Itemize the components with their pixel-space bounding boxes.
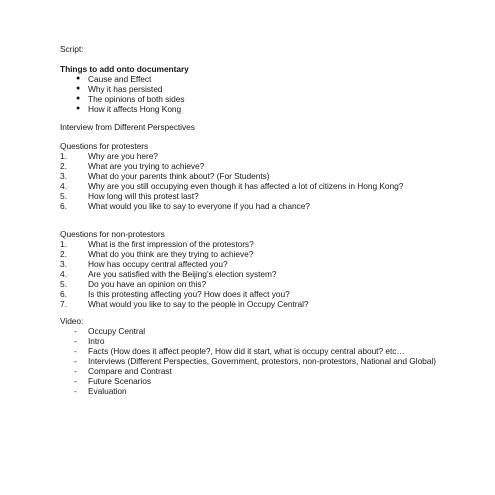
nonprotestors-heading: Questions for non-protestors — [60, 229, 165, 239]
question-item: Is this protesting affecting you? How does it affect you? — [88, 289, 290, 299]
bullet-icon: ● — [76, 105, 81, 112]
dash-icon: - — [74, 336, 77, 346]
question-item: Are you satisfied with the Beijing’s election system? — [88, 269, 277, 279]
list-number: 3. — [60, 171, 67, 181]
list-number: 4. — [60, 269, 67, 279]
bullet-icon: ● — [76, 75, 81, 82]
list-number: 6. — [60, 289, 67, 299]
question-item: How long will this protest last? — [88, 191, 199, 201]
list-item: Why it has persisted — [88, 84, 163, 94]
dash-icon: - — [74, 376, 77, 386]
list-number: 6. — [60, 201, 67, 211]
list-number: 2. — [60, 249, 67, 259]
dash-icon: - — [74, 386, 77, 396]
dash-icon: - — [74, 326, 77, 336]
list-item: Evaluation — [88, 386, 127, 396]
things-heading: Things to add onto documentary — [60, 64, 189, 74]
question-item: Why are you still occupying even though it has affected a lot of citizens in Hong Kong? — [88, 181, 404, 191]
list-item: Occupy Central — [88, 326, 146, 336]
bullet-icon: ● — [76, 95, 81, 102]
question-item: How has occupy central affected you? — [88, 259, 228, 269]
list-number: 5. — [60, 279, 67, 289]
question-item: Why are you here? — [88, 151, 158, 161]
list-item: Facts (How does it affect people?, How did it start, what is occupy central about? etc… — [88, 346, 405, 356]
dash-icon: - — [74, 346, 77, 356]
list-number: 5. — [60, 191, 67, 201]
list-item: Intro — [88, 336, 105, 346]
question-item: Do you have an opinion on this? — [88, 279, 207, 289]
list-item: The opinions of both sides — [88, 94, 185, 104]
list-number: 1. — [60, 239, 67, 249]
list-item: Interviews (Different Perspecties, Government, protestors, non-protestors, National and Global) — [88, 356, 436, 366]
protesters-heading: Questions for protesters — [60, 141, 149, 151]
question-item: What would you like to say to everyone if you had a chance? — [88, 201, 310, 211]
list-number: 3. — [60, 259, 67, 269]
bullet-icon: ● — [76, 85, 81, 92]
list-number: 4. — [60, 181, 67, 191]
video-label: Video: — [60, 316, 84, 326]
interview-heading: Interview from Different Perspectives — [60, 122, 195, 132]
list-number: 2. — [60, 161, 67, 171]
dash-icon: - — [74, 356, 77, 366]
list-number: 7. — [60, 299, 67, 309]
list-item: How it affects Hong Kong — [88, 104, 182, 114]
script-label: Script: — [60, 44, 84, 54]
list-number: 1. — [60, 151, 67, 161]
list-item: Cause and Effect — [88, 74, 152, 84]
question-item: What do your parents think about? (For Students) — [88, 171, 270, 181]
dash-icon: - — [74, 366, 77, 376]
list-item: Compare and Contrast — [88, 366, 172, 376]
question-item: What would you like to say to the people in Occupy Central? — [88, 299, 309, 309]
list-item: Future Scenarios — [88, 376, 151, 386]
question-item: What do you think are they trying to achieve? — [88, 249, 254, 259]
question-item: What is the first impression of the protestors? — [88, 239, 254, 249]
question-item: What are you trying to achieve? — [88, 161, 205, 171]
